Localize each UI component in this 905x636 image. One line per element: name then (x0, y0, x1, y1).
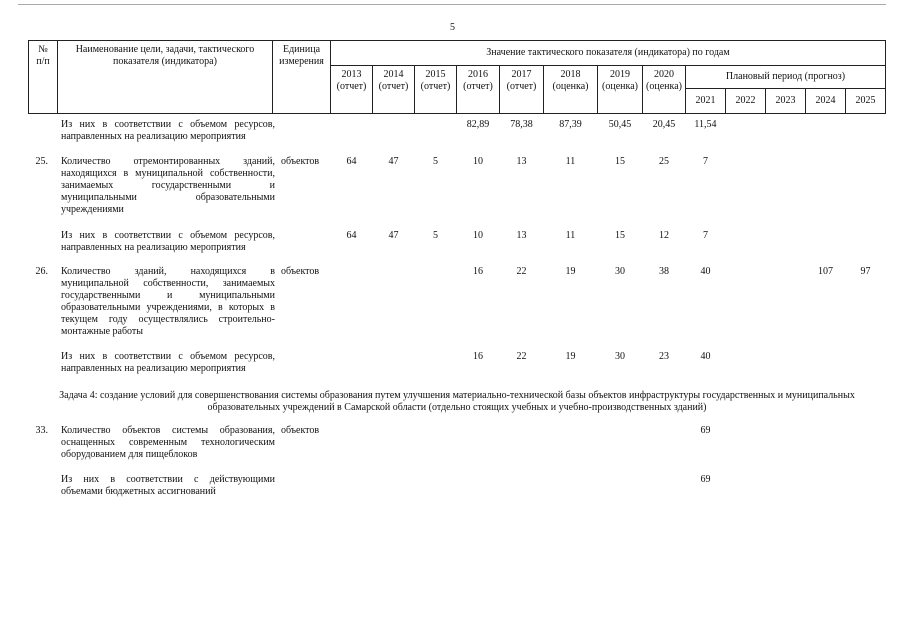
row-number: 26. (35, 266, 48, 277)
value-cell: 40 (700, 351, 711, 362)
value-cell: 47 (388, 230, 399, 241)
value-cell: 23 (659, 351, 669, 362)
value-cell: 12 (659, 230, 669, 241)
indicator-name: Из них в соответствии с объемом ресурсов, направленных на реализацию мероприятия (61, 230, 275, 253)
value-cell: 20,45 (652, 119, 676, 130)
header-plan-year-2023: 2023 (765, 88, 806, 114)
value-cell: 11 (565, 230, 576, 241)
value-cell: 50,45 (608, 119, 632, 130)
value-cell: 47 (388, 156, 399, 167)
value-cell: 78,38 (510, 119, 533, 130)
value-cell: 38 (659, 266, 669, 277)
unit: объектов (281, 425, 320, 436)
value-cell: 5 (433, 156, 438, 167)
header-plan-year-2025: 2025 (845, 88, 886, 114)
header-year-note: (оценка) (646, 81, 682, 92)
top-rule (18, 4, 886, 5)
value-cell: 10 (473, 230, 483, 241)
value-cell: 5 (433, 230, 438, 241)
header-year-label: 2013 (341, 69, 362, 80)
task-4-heading: Задача 4: создание условий для совершенствования системы образования путем улучшения материально-технической базы объектов инфраструктуры государственных и муниципальных образовательных учреждений в Самарской области (отдельно стоящих учебных и учебно-производственных зданий) (59, 390, 855, 413)
indicator-name: Из них в соответствии с объемом ресурсов, направленных на реализацию мероприятия (61, 351, 275, 374)
indicator-name: Количество зданий, находящихся в муниципальной собственности, занимаемых государственными и муниципальными образовательными учреждениями, в которых в текущем году осуществлялись строительно-монтажные работы (61, 266, 275, 337)
header-plan-year-2024: 2024 (805, 88, 846, 114)
value-cell: 25 (659, 156, 669, 167)
value-cell: 15 (615, 230, 625, 241)
value-cell: 64 (346, 156, 357, 167)
header-year-label: 2016 (468, 69, 488, 80)
header-year-label: 2014 (383, 69, 404, 80)
header-year-note: (отчет) (463, 81, 493, 92)
header-year-note: (отчет) (378, 81, 409, 92)
header-name: Наименование цели, задачи, тактического показателя (индикатора) (57, 40, 273, 114)
header-year-note: (отчет) (506, 81, 537, 92)
value-cell: 30 (615, 351, 625, 362)
row-number: 25. (35, 156, 48, 167)
value-cell: 107 (818, 266, 833, 277)
header-plan-year-2022: 2022 (725, 88, 766, 114)
value-cell: 40 (700, 266, 711, 277)
header-year-note: (отчет) (420, 81, 451, 92)
header-plan-year-2021: 2021 (685, 88, 726, 114)
header-year-2016 (456, 65, 500, 114)
value-cell: 19 (565, 266, 576, 277)
value-cell: 10 (473, 156, 483, 167)
indicator-name: Количество объектов системы образования, оснащенных современным технологическим оборудованием для пищеблоков (61, 425, 275, 460)
indicator-name: Количество отремонтированных зданий, находящихся в муниципальной собственности, занимаемых государственными и муниципальными образовательными учреждениями (61, 156, 275, 215)
header-year-note: (оценка) (552, 81, 589, 92)
value-cell: 13 (516, 230, 527, 241)
value-cell: 11,54 (694, 119, 717, 130)
header-year-2018 (543, 65, 598, 114)
value-cell: 82,89 (466, 119, 490, 130)
indicator-name: Из них в соответствии с объемом ресурсов, направленных на реализацию мероприятия (61, 119, 275, 142)
header-year-2017 (499, 65, 544, 114)
page-number: 5 (450, 22, 455, 33)
indicator-name: Из них в соответствии с действующими объемами бюджетных ассигнований (61, 474, 275, 497)
header-year-note: (оценка) (602, 81, 638, 92)
unit: объектов (281, 156, 320, 167)
header-year-2014 (372, 65, 415, 114)
header-year-2013 (330, 65, 373, 114)
value-cell: 30 (615, 266, 625, 277)
header-unit: Единица измерения (272, 40, 331, 114)
header-year-2019 (597, 65, 643, 114)
value-cell: 15 (615, 156, 625, 167)
header-year-label: 2015 (425, 69, 446, 80)
header-year-label: 2019 (610, 69, 630, 80)
header-planned-title: Плановый период (прогноз) (685, 65, 886, 89)
header-year-label: 2020 (654, 69, 674, 80)
value-cell: 97 (860, 266, 871, 277)
row-number: 33. (35, 425, 48, 436)
value-cell: 7 (703, 230, 708, 241)
value-cell: 11 (565, 156, 576, 167)
header-no: № п/п (28, 40, 58, 114)
unit: объектов (281, 266, 320, 277)
header-year-note: (отчет) (336, 81, 367, 92)
value-cell: 22 (516, 266, 527, 277)
value-cell: 16 (473, 266, 483, 277)
header-values-title: Значение тактического показателя (индикатора) по годам (330, 40, 886, 66)
header-year-label: 2017 (511, 69, 532, 80)
value-cell: 13 (516, 156, 527, 167)
value-cell: 22 (516, 351, 527, 362)
value-cell: 69 (700, 425, 711, 436)
value-cell: 7 (703, 156, 708, 167)
value-cell: 64 (346, 230, 357, 241)
header-year-2015 (414, 65, 457, 114)
value-cell: 16 (473, 351, 483, 362)
header-year-2020 (642, 65, 686, 114)
value-cell: 87,39 (559, 119, 582, 130)
value-cell: 19 (565, 351, 576, 362)
header-year-label: 2018 (560, 69, 581, 80)
value-cell: 69 (700, 474, 711, 485)
